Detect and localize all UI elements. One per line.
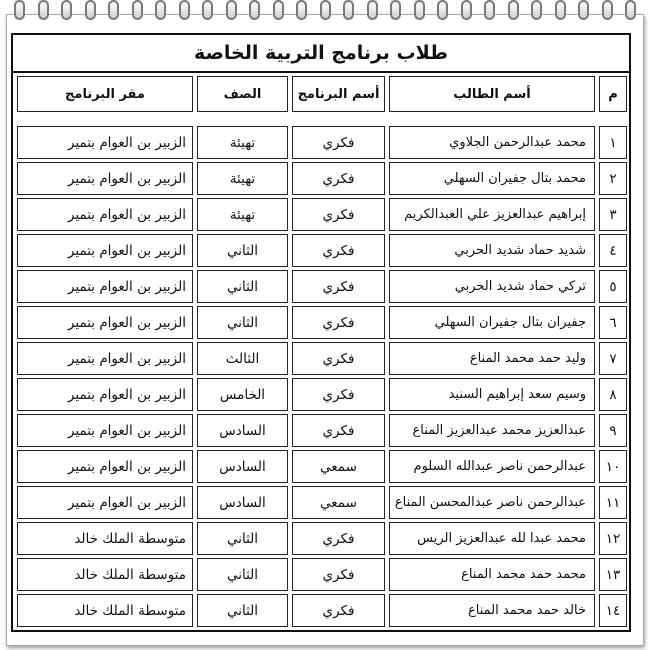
- cell-num: ٧: [599, 342, 627, 375]
- cell-grade: الثاني: [197, 522, 288, 555]
- ring-icon: [202, 0, 213, 20]
- cell-grade: تهيئة: [197, 198, 288, 231]
- ring-icon: [390, 0, 401, 20]
- table-row: [17, 522, 627, 555]
- header-location: مقر البرنامج: [17, 76, 193, 112]
- table-row: [17, 270, 627, 303]
- cell-location: الزبير بن العوام بتمير: [17, 378, 193, 411]
- cell-location: الزبير بن العوام بتمير: [17, 162, 193, 195]
- cell-name: وليد حمد محمد المناع: [389, 342, 595, 375]
- student-list-document: [11, 33, 631, 632]
- cell-location: الزبير بن العوام بتمير: [17, 414, 193, 447]
- ring-icon: [85, 0, 96, 20]
- cell-grade: الثاني: [197, 594, 288, 627]
- cell-name: تركي حماد شديد الحربي: [389, 270, 595, 303]
- cell-num: ٩: [599, 414, 627, 447]
- ring-icon: [14, 0, 25, 20]
- ring-icon: [155, 0, 166, 20]
- table-row: [17, 198, 627, 231]
- ring-icon: [437, 0, 448, 20]
- table-row: [17, 450, 627, 483]
- cell-name: عبدالرحمن ناصر عبدالمحسن المناع: [389, 486, 595, 519]
- cell-name: عبدالرحمن ناصر عبدالله السلوم: [389, 450, 595, 483]
- header-spacer: [17, 115, 627, 123]
- cell-grade: السادس: [197, 450, 288, 483]
- ring-icon: [531, 0, 542, 20]
- table-row: [17, 342, 627, 375]
- cell-location: الزبير بن العوام بتمير: [17, 270, 193, 303]
- ring-icon: [61, 0, 72, 20]
- ring-icon: [226, 0, 237, 20]
- cell-num: ١١: [599, 486, 627, 519]
- ring-icon: [108, 0, 119, 20]
- ring-icon: [249, 0, 260, 20]
- cell-program: فكري: [292, 558, 385, 591]
- ring-icon: [179, 0, 190, 20]
- cell-location: متوسطة الملك خالد: [17, 594, 193, 627]
- ring-icon: [38, 0, 49, 20]
- ring-icon: [625, 0, 636, 20]
- cell-location: الزبير بن العوام بتمير: [17, 234, 193, 267]
- cell-location: متوسطة الملك خالد: [17, 558, 193, 591]
- notebook-rings: [0, 0, 650, 22]
- cell-num: ١٤: [599, 594, 627, 627]
- ring-icon: [484, 0, 495, 20]
- cell-grade: تهيئة: [197, 162, 288, 195]
- cell-name: محمد حمد محمد المناع: [389, 558, 595, 591]
- cell-num: ٣: [599, 198, 627, 231]
- cell-grade: الثالث: [197, 342, 288, 375]
- cell-program: سمعي: [292, 486, 385, 519]
- ring-icon: [367, 0, 378, 20]
- cell-name: محمد عبدالرحمن الجلاوي: [389, 126, 595, 159]
- cell-name: عبدالعزيز محمد عبدالعزيز المناع: [389, 414, 595, 447]
- table-row: [17, 414, 627, 447]
- cell-program: فكري: [292, 198, 385, 231]
- cell-program: فكري: [292, 378, 385, 411]
- header-grade: الصف: [197, 76, 288, 112]
- cell-location: متوسطة الملك خالد: [17, 522, 193, 555]
- ring-icon: [555, 0, 566, 20]
- cell-name: شديد حماد شديد الحربي: [389, 234, 595, 267]
- ring-icon: [414, 0, 425, 20]
- cell-num: ٨: [599, 378, 627, 411]
- cell-num: ١٢: [599, 522, 627, 555]
- table-row: [17, 234, 627, 267]
- table-row: [17, 486, 627, 519]
- table-row: [17, 558, 627, 591]
- cell-grade: السادس: [197, 414, 288, 447]
- table-header-row: [17, 76, 627, 112]
- cell-num: ٢: [599, 162, 627, 195]
- ring-icon: [461, 0, 472, 20]
- cell-grade: السادس: [197, 486, 288, 519]
- cell-name: إبراهيم عبدالعزيز علي العبدالكريم: [389, 198, 595, 231]
- cell-location: الزبير بن العوام بتمير: [17, 198, 193, 231]
- header-num: م: [599, 76, 627, 112]
- ring-icon: [602, 0, 613, 20]
- cell-location: الزبير بن العوام بتمير: [17, 126, 193, 159]
- cell-num: ١: [599, 126, 627, 159]
- cell-program: فكري: [292, 270, 385, 303]
- table-row: [17, 162, 627, 195]
- cell-num: ٦: [599, 306, 627, 339]
- cell-program: فكري: [292, 126, 385, 159]
- ring-icon: [273, 0, 284, 20]
- cell-name: جفيران بتال جفيران السهلي: [389, 306, 595, 339]
- cell-location: الزبير بن العوام بتمير: [17, 450, 193, 483]
- table-row: [17, 378, 627, 411]
- cell-program: فكري: [292, 414, 385, 447]
- cell-num: ٤: [599, 234, 627, 267]
- table-row: [17, 594, 627, 627]
- table-row: [17, 126, 627, 159]
- cell-grade: الثاني: [197, 558, 288, 591]
- cell-program: فكري: [292, 162, 385, 195]
- cell-name: محمد عبدا لله عبدالعزيز الريس: [389, 522, 595, 555]
- cell-program: فكري: [292, 342, 385, 375]
- cell-location: الزبير بن العوام بتمير: [17, 486, 193, 519]
- cell-grade: تهيئة: [197, 126, 288, 159]
- table-row: [17, 306, 627, 339]
- ring-icon: [578, 0, 589, 20]
- cell-grade: الثاني: [197, 270, 288, 303]
- document-title: طلاب برنامج التربية الخاصة: [13, 35, 629, 73]
- cell-num: ١٣: [599, 558, 627, 591]
- ring-icon: [132, 0, 143, 20]
- ring-icon: [508, 0, 519, 20]
- cell-name: خالد حمد محمد المناع: [389, 594, 595, 627]
- header-name: أسم الطالب: [389, 76, 595, 112]
- cell-grade: الثاني: [197, 234, 288, 267]
- header-program: أسم البرنامج: [292, 76, 385, 112]
- cell-program: فكري: [292, 594, 385, 627]
- cell-num: ٥: [599, 270, 627, 303]
- cell-program: فكري: [292, 234, 385, 267]
- students-table: [13, 73, 631, 630]
- ring-icon: [320, 0, 331, 20]
- cell-program: سمعي: [292, 450, 385, 483]
- cell-grade: الثاني: [197, 306, 288, 339]
- ring-icon: [343, 0, 354, 20]
- cell-num: ١٠: [599, 450, 627, 483]
- cell-name: محمد بتال جفيران السهلي: [389, 162, 595, 195]
- ring-icon: [296, 0, 307, 20]
- cell-grade: الخامس: [197, 378, 288, 411]
- cell-program: فكري: [292, 522, 385, 555]
- cell-name: وسيم سعد إبراهيم السنيد: [389, 378, 595, 411]
- cell-location: الزبير بن العوام بتمير: [17, 342, 193, 375]
- cell-location: الزبير بن العوام بتمير: [17, 306, 193, 339]
- cell-program: فكري: [292, 306, 385, 339]
